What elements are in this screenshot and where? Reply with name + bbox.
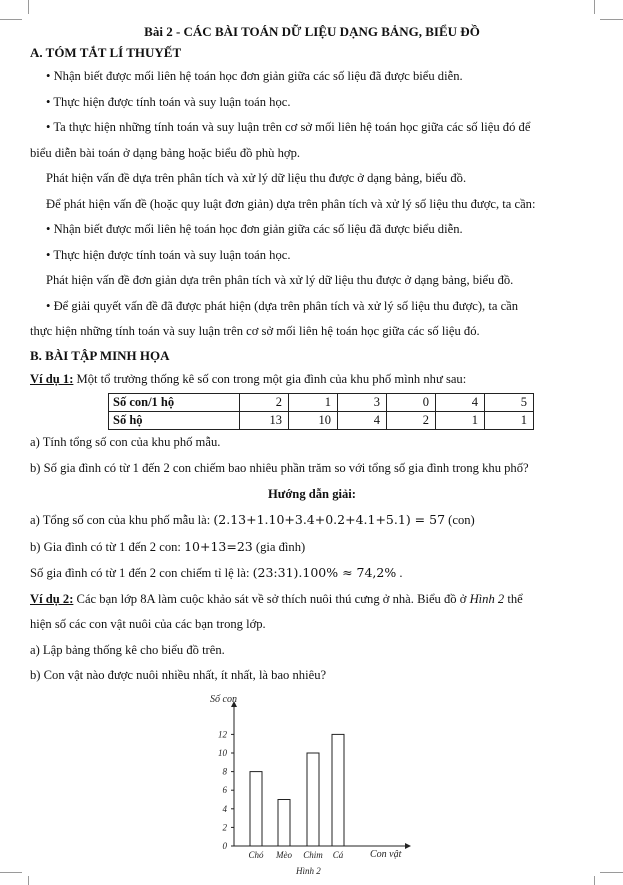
- crop-mark-tl-v: [28, 0, 29, 14]
- crop-mark-bl-v: [28, 876, 29, 885]
- bullet-dot-icon: •: [46, 298, 51, 313]
- example-2-question-b: b) Con vật nào được nuôi nhiều nhất, ít nhất, là bao nhiêu?: [30, 668, 327, 682]
- table-row: [109, 412, 534, 430]
- theory-bullet-3-cont: biểu diễn bài toán ở dạng bảng hoặc biểu đồ phù hợp.: [30, 145, 301, 160]
- theory-bullet-3: • Ta thực hiện những tính toán và suy luận trên cơ sở mối liên hệ toán học giữa các số liệu đó để: [46, 120, 531, 134]
- math-expression: (23:31).100% ≈ 74,2%: [252, 565, 397, 580]
- table-cell: 3: [338, 394, 387, 412]
- theory-bullet-4: • Nhận biết được mối liên hệ toán học đơn giản giữa các số liệu đã được biểu diễn.: [46, 222, 463, 236]
- lesson-title: Bài 2 - CÁC BÀI TOÁN DỮ LIỆU DẠNG BẢNG, BIỂU ĐỒ: [144, 24, 480, 39]
- bullet-dot-icon: •: [46, 222, 51, 236]
- math-expression: (2.13+1.10+3.4+0.2+4.1+5.1) = 57: [213, 512, 446, 527]
- theory-bullet-6-cont: thực hiện những tính toán và suy luận trên cơ sở mối liên hệ toán học giữa các số liệu đó.: [30, 324, 480, 338]
- example-2-statement-cont: hiện số các con vật nuôi của các bạn trong lớp.: [30, 617, 266, 631]
- table-cell: 2: [240, 394, 289, 412]
- math-expression: 10+13=23: [184, 538, 253, 554]
- bullet-dot-icon: •: [46, 69, 51, 83]
- bullet-dot-icon: •: [46, 247, 51, 262]
- chart-marks: [218, 729, 344, 860]
- bullet-dot-icon: •: [46, 120, 51, 134]
- solution-a: a) Tổng số con của khu phố mẫu là: (2.13+1.10+3.4+0.2+4.1+5.1) = 57 (con): [30, 512, 475, 527]
- pets-bar-chart: [190, 690, 420, 880]
- theory-bullet-6: • Để giải quyết vấn đề đã được phát hiện (dựa trên phân tích và xử lý số liệu thu được), ta cần: [46, 298, 519, 313]
- solution-heading: Hướng dẫn giải:: [267, 487, 356, 501]
- x-axis-label: Con vật: [370, 849, 402, 860]
- table-cell: 13: [240, 412, 289, 430]
- table-cell: 10: [289, 412, 338, 430]
- figure-reference: Hình 2: [469, 591, 505, 606]
- y-tick-label: 10: [218, 748, 227, 758]
- crop-mark-bl-h: [0, 872, 22, 873]
- x-tick-label: Chim: [303, 850, 323, 860]
- y-tick-label: 8: [222, 766, 227, 777]
- table-row: [109, 394, 534, 412]
- table-cell: 4: [436, 394, 485, 412]
- theory-paragraph-2: Để phát hiện vấn đề (hoặc quy luật đơn giản) dựa trên phân tích và xử lý số liệu thu được, ta cần:: [46, 196, 536, 211]
- figure-caption: Hình 2: [296, 866, 321, 876]
- crop-mark-br-v: [594, 876, 595, 885]
- children-table: [108, 393, 534, 430]
- table-cell: 0: [387, 394, 436, 412]
- bar-mèo: [278, 800, 290, 847]
- y-tick-label: 6: [222, 785, 227, 796]
- table-cell: 2: [387, 412, 436, 430]
- crop-mark-tl-h: [0, 19, 22, 20]
- solution-b: b) Gia đình có từ 1 đến 2 con: 10+13=23 (gia đình): [30, 538, 306, 554]
- solution-c: Số gia đình có từ 1 đến 2 con chiếm tỉ lệ là: (23:31).100% ≈ 74,2% .: [30, 565, 403, 580]
- y-tick-label: 12: [218, 729, 227, 740]
- section-b-heading: B. BÀI TẬP MINH HỌA: [30, 347, 170, 363]
- example-2-question-a: a) Lập bảng thống kê cho biểu đồ trên.: [30, 642, 225, 657]
- bar-chó: [250, 772, 262, 846]
- x-tick-label: Cá: [332, 850, 344, 860]
- section-a-heading: A. TÓM TẮT LÍ THUYẾT: [30, 45, 182, 60]
- y-tick-label: 2: [222, 822, 227, 833]
- theory-bullet-5: • Thực hiện được tính toán và suy luận toán học.: [46, 247, 291, 262]
- table-cell: 5: [485, 394, 534, 412]
- table-cell: 1: [289, 394, 338, 412]
- crop-mark-tr-h: [600, 19, 623, 20]
- x-tick-label: Chó: [248, 850, 264, 860]
- bar-cá: [332, 734, 344, 846]
- example-1-label: Ví dụ 1:: [30, 371, 74, 386]
- y-axis-label: Số con: [210, 694, 237, 705]
- theory-bullet-1: • Nhận biết được mối liên hệ toán học đơn giản giữa các số liệu đã được biểu diễn.: [46, 69, 463, 83]
- bullet-dot-icon: •: [46, 94, 51, 109]
- example-1-statement: Ví dụ 1: Một tổ trưởng thống kê số con trong một gia đình của khu phố mình như sau:: [30, 371, 467, 386]
- theory-paragraph-3: Phát hiện vấn đề đơn giản dựa trên phân tích và xử lý dữ liệu thu được ở dạng bảng, biểu đồ.: [46, 273, 514, 287]
- example-1-question-b: b) Số gia đình có từ 1 đến 2 con chiếm bao nhiêu phần trăm so với tổng số gia đình trong khu phố?: [30, 460, 529, 475]
- example-2-statement: Ví dụ 2: Các bạn lớp 8A làm cuộc khảo sát về sở thích nuôi thú cưng ở nhà. Biểu đồ ở Hình 2 thể: [30, 591, 523, 606]
- x-tick-label: Mèo: [276, 850, 292, 860]
- chart-svg: [190, 690, 420, 880]
- y-tick-label: 4: [222, 803, 227, 814]
- table-cell: 1: [485, 412, 534, 430]
- example-1-question-a: a) Tính tổng số con của khu phố mẫu.: [30, 435, 221, 449]
- document-page: [32, 20, 592, 689]
- table-row-label: Số con/1 hộ: [109, 394, 240, 412]
- table-cell: 1: [436, 412, 485, 430]
- example-2-label: Ví dụ 2:: [30, 591, 74, 606]
- theory-bullet-2: • Thực hiện được tính toán và suy luận toán học.: [46, 94, 291, 109]
- table-cell: 4: [338, 412, 387, 430]
- bar-chim: [307, 753, 319, 846]
- theory-paragraph-1: Phát hiện vấn đề dựa trên phân tích và xử lý dữ liệu thu được ở dạng bảng, biểu đồ.: [46, 171, 467, 185]
- crop-mark-br-h: [600, 872, 623, 873]
- y-tick-label: 0: [222, 841, 227, 851]
- table-row-label: Số hộ: [109, 412, 240, 430]
- crop-mark-tr-v: [594, 0, 595, 14]
